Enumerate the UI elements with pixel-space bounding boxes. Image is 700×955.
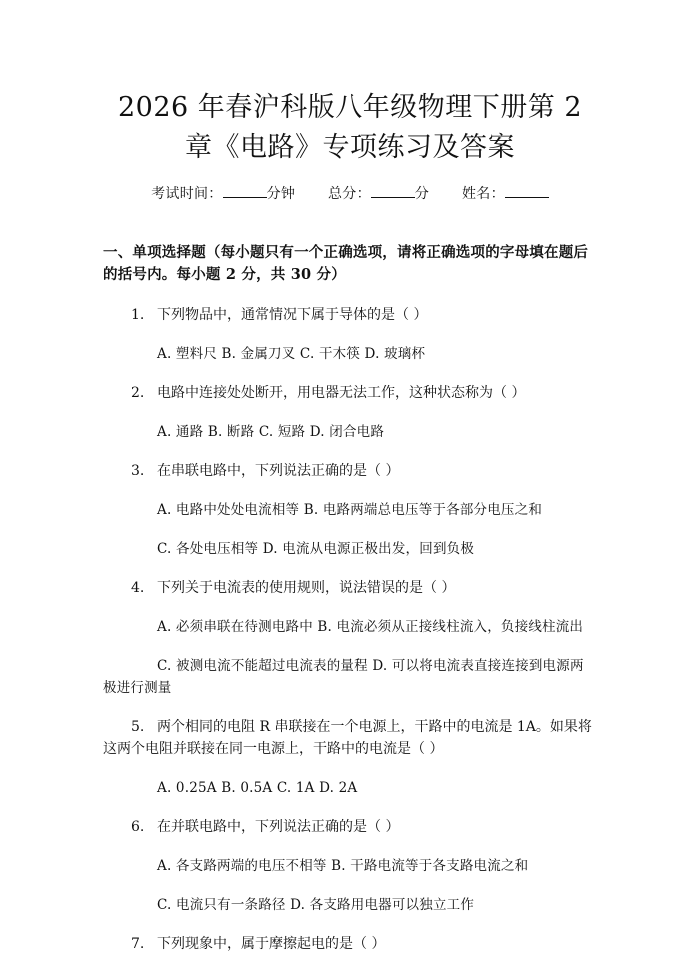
question-5 (103, 716, 597, 760)
exam-info-line (103, 184, 597, 204)
document-title: 2026 年春沪科版八年级物理下册第 2 章《电路》专项练习及答案 (117, 92, 583, 163)
question-6-options-line-2: C. 电流只有一条路径 D. 各支路用电器可以独立工作 (157, 897, 475, 913)
question-stem: 在并联电路中，下列说法正确的是（ ） (157, 819, 400, 835)
section-heading: 一、单项选择题（每小题只有一个正确选项，请将正确选项的字母填在题后的括号内。每小题 2 分，共 30 分） (103, 244, 589, 283)
question-3-options-line-1: A. 电路中处处电流相等 B. 电路两端总电压等于各部分电压之和 (157, 502, 543, 518)
student-name-label: 姓名： (461, 186, 505, 202)
question-5-options: A. 0.25A B. 0.5A C. 1A D. 2A (157, 780, 358, 796)
student-name-blank (505, 185, 549, 198)
exam-time-blank (223, 185, 267, 198)
question-6-options-line-1: A. 各支路两端的电压不相等 B. 干路电流等于各支路电流之和 (157, 858, 529, 874)
question-number: 3. (131, 463, 145, 479)
exam-time-field (151, 184, 295, 204)
question-4-options-line-1: A. 必须串联在待测电路中 B. 电流必须从正接线柱流入，负接线柱流出 (157, 619, 584, 635)
question-2 (103, 382, 597, 404)
question-stem: 下列现象中，属于摩擦起电的是（ ） (157, 936, 386, 952)
question-number: 2. (131, 385, 145, 401)
question-4 (103, 577, 597, 599)
question-1 (103, 304, 597, 326)
question-list (103, 304, 597, 955)
question-number: 6. (131, 819, 145, 835)
question-3 (103, 460, 597, 482)
question-number: 1. (131, 307, 145, 323)
question-6 (103, 816, 597, 838)
total-score-unit: 分 (414, 186, 430, 202)
question-number: 5. (131, 719, 145, 735)
question-stem: 下列关于电流表的使用规则，说法错误的是（ ） (157, 580, 456, 596)
question-stem: 两个相同的电阻 R 串联接在一个电源上，干路中的电流是 1A。如果将这两个电阻并联接在同一电源上，干路中的电流是（ ） (103, 719, 592, 757)
question-2-options: A. 通路 B. 断路 C. 短路 D. 闭合电路 (157, 424, 385, 440)
question-7 (103, 933, 597, 955)
question-stem: 电路中连接处处断开，用电器无法工作，这种状态称为（ ） (157, 385, 526, 401)
total-score-label: 总分： (327, 186, 371, 202)
total-score-blank (371, 185, 415, 198)
exam-time-label: 考试时间： (151, 186, 223, 202)
question-number: 7. (131, 936, 145, 952)
question-number: 4. (131, 580, 145, 596)
exam-time-unit: 分钟 (266, 186, 296, 202)
question-3-options-line-2: C. 各处电压相等 D. 电流从电源正极出发，回到负极 (157, 541, 475, 557)
question-stem: 下列物品中，通常情况下属于导体的是（ ） (157, 307, 428, 323)
student-name-field (462, 184, 549, 204)
question-1-options: A. 塑料尺 B. 金属刀叉 C. 干木筷 D. 玻璃杯 (157, 346, 426, 362)
total-score-field (328, 184, 429, 204)
question-stem: 在串联电路中，下列说法正确的是（ ） (157, 463, 400, 479)
question-4-options-line-2: C. 被测电流不能超过电流表的量程 D. 可以将电流表直接连接到电源两极进行测量 (103, 658, 584, 696)
